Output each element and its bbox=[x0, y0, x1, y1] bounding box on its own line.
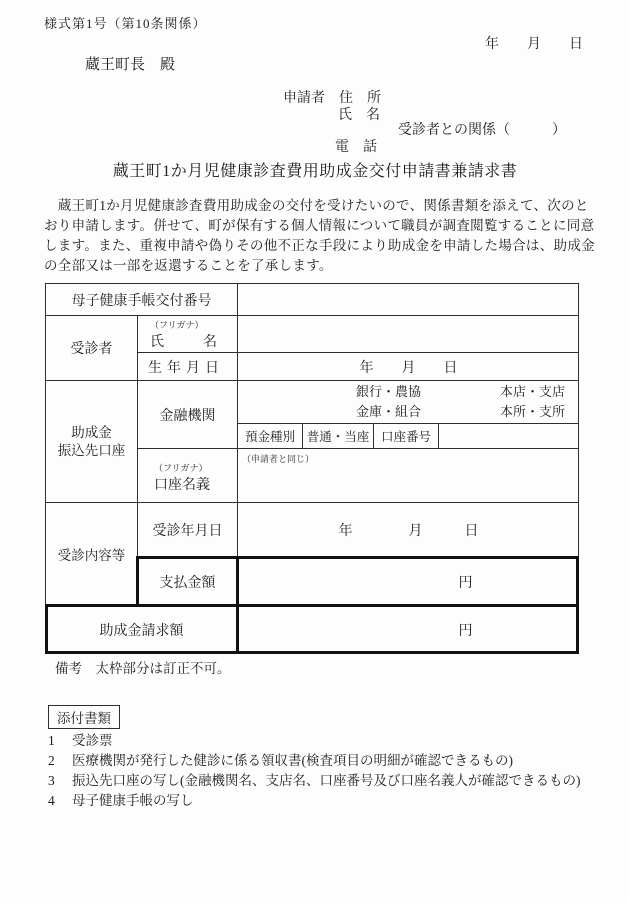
cell-deposit-type-options: 普通・当座 bbox=[303, 424, 374, 449]
subsidy-account-label-line1: 助成金 bbox=[71, 424, 112, 440]
cell-maternal-handbook-number-label: 母子健康手帳交付番号 bbox=[46, 284, 238, 316]
body-paragraph bbox=[44, 196, 595, 276]
attachment-item bbox=[48, 751, 581, 771]
attachment-item bbox=[48, 731, 581, 751]
furigana-label: （フリガナ） bbox=[150, 320, 204, 330]
form-number: 様式第1号（第10条関係） bbox=[44, 16, 207, 31]
cell-exam-date-value: 年 月 日 bbox=[238, 503, 579, 558]
attachment-item-text: 受診票 bbox=[72, 733, 113, 748]
cell-name-value bbox=[238, 316, 579, 353]
branch-type-right2: 本所・支所 bbox=[499, 404, 565, 419]
cell-exam-date-label: 受診年月日 bbox=[138, 503, 238, 558]
attachment-item-number: 3 bbox=[48, 773, 55, 788]
bold-frame-line bbox=[236, 556, 239, 654]
cell-payment-amount-label: 支払金額 bbox=[138, 558, 238, 606]
remark-note: 備考 太枠部分は訂正不可。 bbox=[55, 661, 231, 676]
attachments-heading: 添付書類 bbox=[48, 705, 120, 729]
bold-frame-line bbox=[45, 651, 579, 654]
attachment-item bbox=[48, 771, 581, 791]
bold-frame-line bbox=[136, 556, 139, 607]
cell-account-number-label: 口座番号 bbox=[374, 424, 439, 449]
cell-claim-amount-value bbox=[238, 606, 579, 654]
document-title: 蔵王町1か月児健康診査費用助成金交付申請書兼請求書 bbox=[112, 163, 518, 180]
submission-date-line: 年 月 日 bbox=[485, 37, 583, 52]
applicant-phone-line: 電 話 bbox=[335, 140, 377, 155]
bank-type-left2: 金庫・組合 bbox=[356, 404, 422, 419]
cell-financial-institution-label: 金融機関 bbox=[138, 381, 238, 449]
attachment-item-text: 医療機関が発行した健診に係る領収書(検査項目の明細が確認できるもの) bbox=[72, 753, 513, 768]
cell-account-holder-label bbox=[138, 449, 238, 503]
yen-unit: 円 bbox=[458, 575, 473, 591]
yen-unit: 円 bbox=[458, 624, 473, 639]
applicant-address-line: 申請者 住 所 bbox=[283, 91, 381, 106]
attachment-item-number: 2 bbox=[48, 753, 55, 768]
applicant-name-line: 氏 名 bbox=[338, 108, 380, 123]
application-table bbox=[45, 283, 579, 654]
body-line: 蔵王町1か月児健康診査費用助成金の交付を受けたいので、関係書類を添えて、次のと bbox=[44, 198, 589, 213]
relation-to-examinee-line: 受診者との関係（ ） bbox=[398, 123, 566, 138]
addressee: 蔵王町長 殿 bbox=[85, 57, 176, 73]
cell-birthdate-value: 年 月 日 bbox=[238, 353, 579, 381]
subsidy-account-label-line2: 振込先口座 bbox=[57, 442, 126, 458]
body-line: します。また、重複申請や偽りその他不正な手段により助成金を申請した場合は、助成金 bbox=[44, 238, 595, 253]
name-label-mei: 名 bbox=[203, 335, 217, 350]
bold-frame-line bbox=[45, 604, 579, 607]
bank-type-left: 銀行・農協 bbox=[356, 384, 422, 399]
attachment-item-number: 1 bbox=[48, 733, 55, 748]
bold-frame-line bbox=[136, 556, 579, 559]
cell-account-holder-value bbox=[238, 449, 579, 503]
cell-account-number-value bbox=[439, 424, 579, 449]
cell-examinee-label: 受診者 bbox=[46, 316, 138, 381]
bold-frame-line bbox=[45, 604, 48, 654]
body-line: の全部又は一部を返還することを了承します。 bbox=[44, 258, 333, 273]
cell-deposit-type-label: 預金種別 bbox=[238, 424, 303, 449]
body-line: おり申請します。併せて、町が保有する個人情報について職員が調査閲覧することに同意 bbox=[44, 218, 595, 233]
section-exam-details-label: 受診内容等 bbox=[46, 503, 138, 606]
cell-claim-amount-label: 助成金請求額 bbox=[46, 606, 238, 654]
cell-maternal-handbook-number-value bbox=[238, 284, 579, 316]
attachment-item-number: 4 bbox=[48, 793, 55, 808]
attachments-list bbox=[48, 731, 581, 811]
cell-name-label bbox=[138, 316, 238, 353]
cell-payment-amount-value bbox=[238, 558, 579, 606]
attachment-item-text: 振込先口座の写し(金融機関名、支店名、口座番号及び口座名義人が確認できるもの) bbox=[72, 773, 581, 788]
cell-financial-institution-value bbox=[238, 381, 579, 424]
bold-frame-line bbox=[576, 556, 579, 654]
section-subsidy-account-label bbox=[46, 381, 138, 503]
account-holder-furigana-label: （フリガナ） bbox=[154, 463, 208, 473]
attachment-item-text: 母子健康手帳の写し bbox=[72, 793, 194, 808]
branch-type-right: 本店・支店 bbox=[499, 384, 565, 399]
name-label-sei: 氏 bbox=[150, 335, 164, 350]
cell-birthdate-label: 生 年 月 日 bbox=[138, 353, 238, 381]
account-holder-label-text: 口座名義 bbox=[154, 478, 210, 493]
attachment-item bbox=[48, 791, 581, 811]
same-as-applicant-note: （申請者と同じ） bbox=[242, 454, 315, 464]
